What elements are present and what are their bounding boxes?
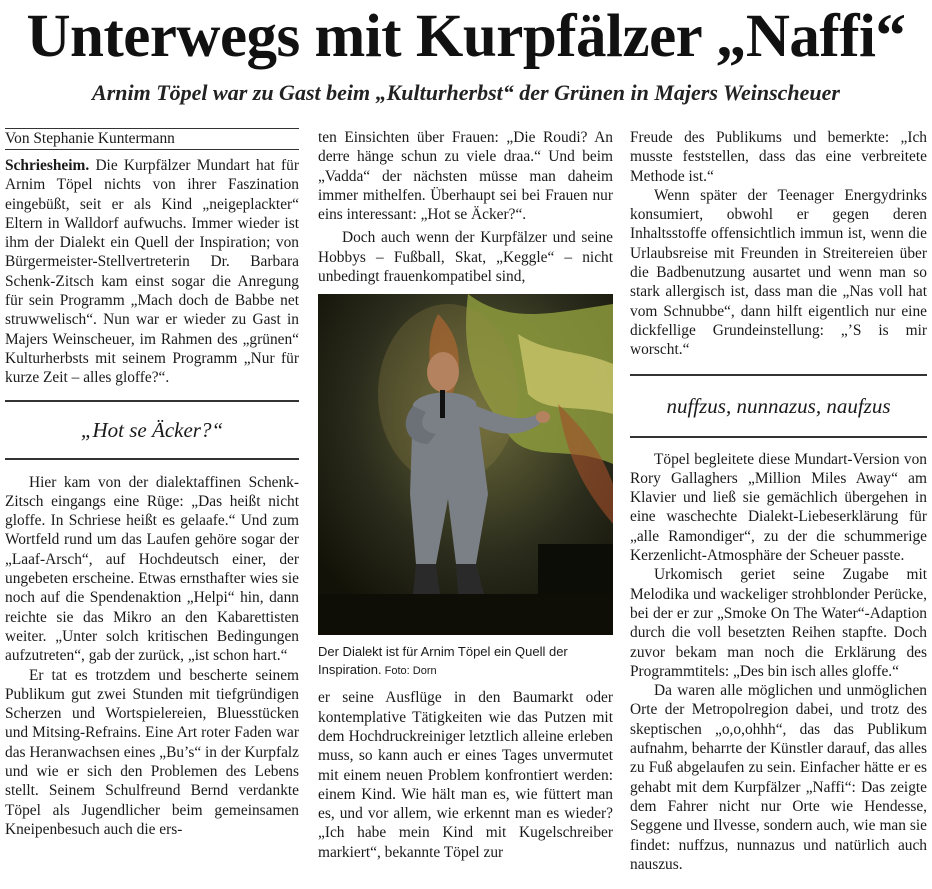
subheading: „Hot se Äcker?“	[80, 417, 224, 442]
paragraph: Doch auch wenn der Kurpfälzer und seine Hobbys – Fußball, Skat, „Keggle“ – nicht unbedingt frauenkompatibel sind,	[318, 229, 613, 286]
paragraph: Er tat es trotzdem und bescherte seinem Publikum gut zwei Stunden mit tiefgründigen Scherzen und Wortspielereien, Bluesstücken und Mitsing-Refrains. Eine Art roter Faden war das Heranwachsen eines „Bu’s“ in der Kurpfalz und wie er sich den Problemen des Lebens stellt. Seinem Schulfreund Bernd verdankte Töpel als Jugendlicher beim gemeinsamen Kneipenbesuch auch die ers-	[5, 666, 300, 838]
paragraph: Töpel begleitete diese Mundart-Version von Rory Gallaghers „Million Miles Away“ am Klavier und ließ sie gemächlich übergehen in eine waschechte Dialekt-Liebeserklärung für „alle Ramondiger“, zu der die schummerige Kerzenlicht-Atmosphäre der Scheuer passte.	[630, 450, 927, 565]
headline: Unterwegs mit Kurpfälzer „Naffi“	[26, 3, 906, 70]
column-1	[5, 128, 299, 839]
subheading: nuffzus, nunnazus, naufzus	[666, 393, 891, 418]
paragraph: Freude des Publikums und bemerkte: „Ich musste feststellen, dass das eine verbreitete Methode ist.“	[630, 129, 927, 185]
subheadline: Arnim Töpel war zu Gast beim „Kulturherbst“ der Grünen in Majers Weinscheuer	[92, 80, 840, 105]
subheading-box	[630, 374, 927, 438]
paragraph: Hier kam von der dialektaffinen Schenk-Zitsch eingangs eine Rüge: „Das heißt nicht gloffe. In Schriese heißt es gelaafe.“ Und zum Wortfeld rund um das Laufen gehöre sogar der „Laaf-Arsch“, auf Hochdeutsch einer, der ungebeten erscheine. Etwas ernsthafter wies sie noch auf die Spendenaktion „Helpi“ hin, dann reichte sie das Mikro an den Kabarettisten weiter. „Unter solch kritischen Bedingungen aufzutreten“, gab der zurück, „ist schon hart.“	[5, 473, 299, 665]
caption-text: Der Dialekt ist für Arnim Töpel ein Quell der Inspiration.	[318, 644, 568, 678]
photo-credit: Foto: Dorn	[381, 665, 437, 678]
column-2	[318, 128, 613, 862]
paragraph: Urkomisch geriet seine Zugabe mit Melodika und wackeliger strohblonder Perücke, bei der er zur „Smoke On The Water“-Adaption durch die voll besetzten Reihen stapfte. Doch zuvor bekam man noch die Erklärung des Programmtitels: „Des bin isch alles gloffe.“	[630, 566, 927, 680]
performer-photo-image	[318, 294, 613, 635]
paragraph: er seine Ausflüge in den Baumarkt oder kontemplative Tätigkeiten wie das Putzen mit dem Hochdruckreiniger letztlich alleine erleben muss, so kann auch er eines Tages unvermutet mit einem neuen Problem konfrontiert werden: einem Kind. Wie hält man es, wie füttert man es, und vor allem, wie erkennt man es wieder? „Ich habe mein Kind mit Kugelschreiber markiert“, bekannte Töpel zur	[318, 689, 613, 861]
column-3	[630, 128, 927, 874]
photo-caption	[318, 643, 613, 680]
stage-photo	[318, 294, 613, 635]
paragraph: ten Einsichten über Frauen: „Die Roudi? An derre hänge schun zu viele draa.“ Und beim „Vadda“ der nächsten müsse man daheim immer mithelfen. Überhaupt sei bei Frauen nur eins interessant: „Hot se Äcker?“.	[318, 129, 613, 224]
paragraph: Da waren alle möglichen und unmöglichen Orte der Metropolregion dabei, und trotz des skeptischen „o,o,ohhh“, das das Publikum aufnahm, beharrte der Künstler darauf, das alles zu Fuß abgelaufen zu sein. Einfacher hätte er es gehabt mit dem Kurpfälzer „Naffi“: Das zeigte dem Fahrer nicht nur Orte wie Hendesse, Seggene und Ilvesse, sondern auch, wie man sie findet: nuffzus, nunnazus und natürlich auch nauszus.	[630, 682, 927, 873]
byline	[5, 128, 299, 150]
dateline: Schriesheim.	[5, 157, 90, 174]
paragraph: Wenn später der Teenager Energydrinks konsumiert, obwohl er gegen deren Inhaltsstoffe offensichtlich immun ist, wenn die Urlaubsreise mit Freunden in Streitereien über die Badbenutzung ausartet und wenn man so stark allergisch ist, dass man die „Nas voll hat vom Schnubbe“, dann hilft eigentlich nur eine dickfellige Grundeinstellung: „’S is mir worscht.“	[630, 186, 927, 359]
byline-text: Von Stephanie Kuntermann	[5, 130, 175, 147]
paragraph	[5, 156, 299, 388]
subheading-box	[5, 400, 299, 460]
paragraph-text: Die Kurpfälzer Mundart hat für Arnim Töpel nichts von ihrer Faszination eingebüßt, seit er als Kind „neigeplackter“ Eltern in Walldorf aufwuchs. Immer wieder ist ihm der Dialekt ein Quell der Inspiration; von Bürgermeister-Stellvertreterin Dr. Barbara Schenk-Zitsch kam einst sogar die Anregung für sein Programm „Mach doch de Babbe net struwwelisch“. Nun war er wieder zu Gast in Majers Weinscheuer, im Rahmen des „grünen“ Kulturherbsts mit seinem Programm „Nur für kurze Zeit – alles gloffe?“.	[5, 157, 299, 387]
